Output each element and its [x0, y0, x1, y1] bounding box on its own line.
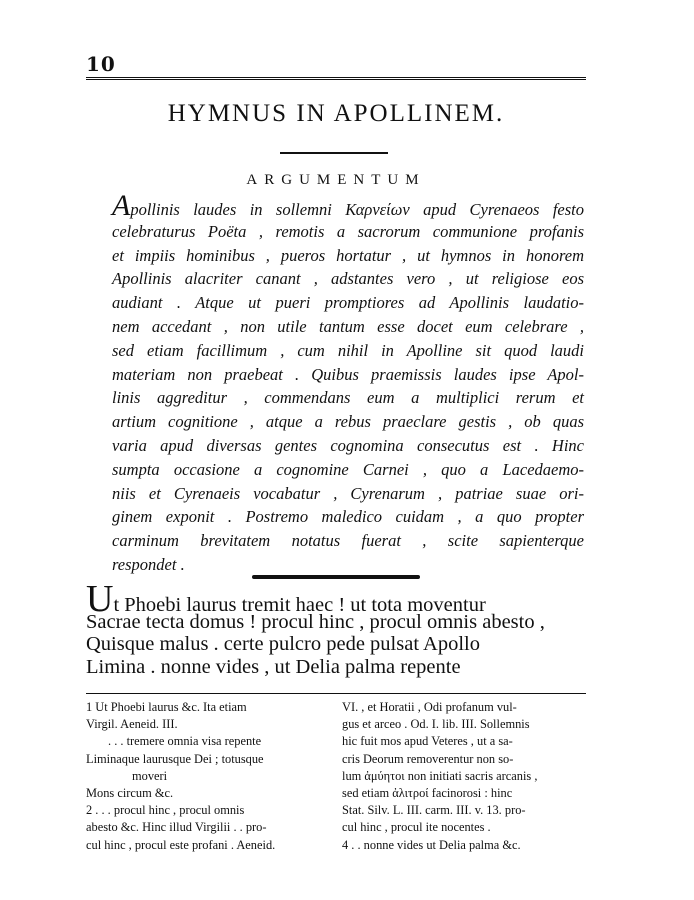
poem-line: Ut Phoebi laurus tremit haec ! ut tota moventur	[86, 578, 486, 620]
argument-line: ginem exponit . Postremo maledico cuidam , a quo propter	[112, 507, 584, 527]
footnote-line: . . . tremere omnia visa repente	[108, 734, 262, 749]
footnote-line: gus et arceo . Od. I. lib. III. Sollemnis	[342, 717, 530, 732]
footnote-line: VI. , et Horatii , Odi profanum vul-	[342, 700, 517, 714]
poem-line: Limina . nonne vides , ut Delia palma repente	[86, 655, 461, 678]
footnote-line: cris Deorum removerentur non so-	[342, 751, 514, 766]
argument-line: celebraturus Poëta , remotis a sacrorum communione profanis	[112, 221, 584, 241]
argument-line: Apollinis alacriter canant , adstantes vero , ut religiose eos	[112, 269, 584, 289]
footnotes-right-column	[342, 699, 588, 854]
footnote-line: Liminaque laurusque Dei ; totusque	[86, 751, 264, 766]
footnotes-rule	[86, 693, 586, 694]
poem-verses	[86, 578, 586, 678]
title-rule	[280, 152, 388, 154]
hymn-title: HYMNUS IN APOLLINEM.	[167, 100, 505, 127]
argument-heading: ARGUMENTUM	[246, 172, 426, 188]
argument-line: sed etiam facillimum , cum nihil in Apolline sit quod laudi	[112, 340, 584, 360]
argument-line: respondet .	[112, 554, 185, 574]
argument-line: linis aggreditur , commendans eum a multiplici rerum et	[112, 388, 584, 408]
argument-line: sumpta occasione a cognomine Carnei , quo a Lacedaemo-	[112, 459, 584, 479]
header-rule	[86, 77, 586, 80]
poem-dropcap: U	[86, 578, 114, 620]
argument-line: varia apud diversas gentes cognomina consecutus est . Hinc	[112, 435, 584, 455]
footnote-line: Virgil. Aeneid. III.	[86, 717, 178, 732]
argument-line: audiant . Atque ut pueri promptiores ad Apollinis laudatio-	[112, 293, 584, 313]
footnotes-left-column	[86, 699, 330, 854]
argument-line: Apollinis laudes in sollemni Καρνείων apud Cyrenaeos festo	[112, 189, 584, 222]
footnote-line: cul hinc , procul este profani . Aeneid.	[86, 837, 276, 852]
footnote-line: moveri	[132, 768, 168, 783]
argument-line: nem accedant , non utile tantum esse docet eum celebrare ,	[112, 316, 584, 336]
argument-line: carminum brevitatem notatus fuerat , scite sapienterque	[112, 531, 584, 551]
footnote-line: 1 Ut Phoebi laurus &c. Ita etiam	[86, 700, 247, 714]
argument-line: artium cognitione , atque a rebus praeclare gestis , ob quas	[112, 412, 584, 432]
footnote-line: 4 . . nonne vides ut Delia palma &c.	[342, 837, 521, 852]
argument-dropcap: A	[112, 189, 131, 222]
argument-paragraph	[112, 189, 584, 577]
footnote-line: sed etiam ἀλιτροί facinorosi : hinc	[342, 785, 513, 800]
section-divider	[252, 575, 420, 579]
footnote-line: lum ἀμύητοι non initiati sacris arcanis ,	[342, 768, 538, 783]
poem-line: Quisque malus . certe pulcro pede pulsat Apollo	[86, 633, 480, 655]
footnote-line: Mons circum &c.	[86, 785, 174, 800]
page-number: 10	[86, 52, 116, 76]
argument-line: materiam non praebeat . Quibus praemissis laudes ipse Apol-	[112, 364, 584, 384]
footnote-line: hic fuit mos apud Veteres , ut a sa-	[342, 734, 513, 749]
footnote-line: 2 . . . procul hinc , procul omnis	[86, 803, 245, 818]
argument-line: niis et Cyrenaeis vocabatur , Cyrenarum , patriae suae ori-	[112, 483, 584, 503]
footnote-line: abesto &c. Hinc illud Virgilii . . pro-	[86, 820, 267, 835]
footnote-line: cul hinc , procul ite nocentes .	[342, 820, 491, 835]
argument-line: et impiis hominibus , pueros hortatur , ut hymnos in honorem	[112, 245, 584, 265]
poem-line: Sacrae tecta domus ! procul hinc , procul omnis abesto ,	[86, 610, 545, 633]
footnote-line: Stat. Silv. L. III. carm. III. v. 13. pro-	[342, 803, 526, 818]
